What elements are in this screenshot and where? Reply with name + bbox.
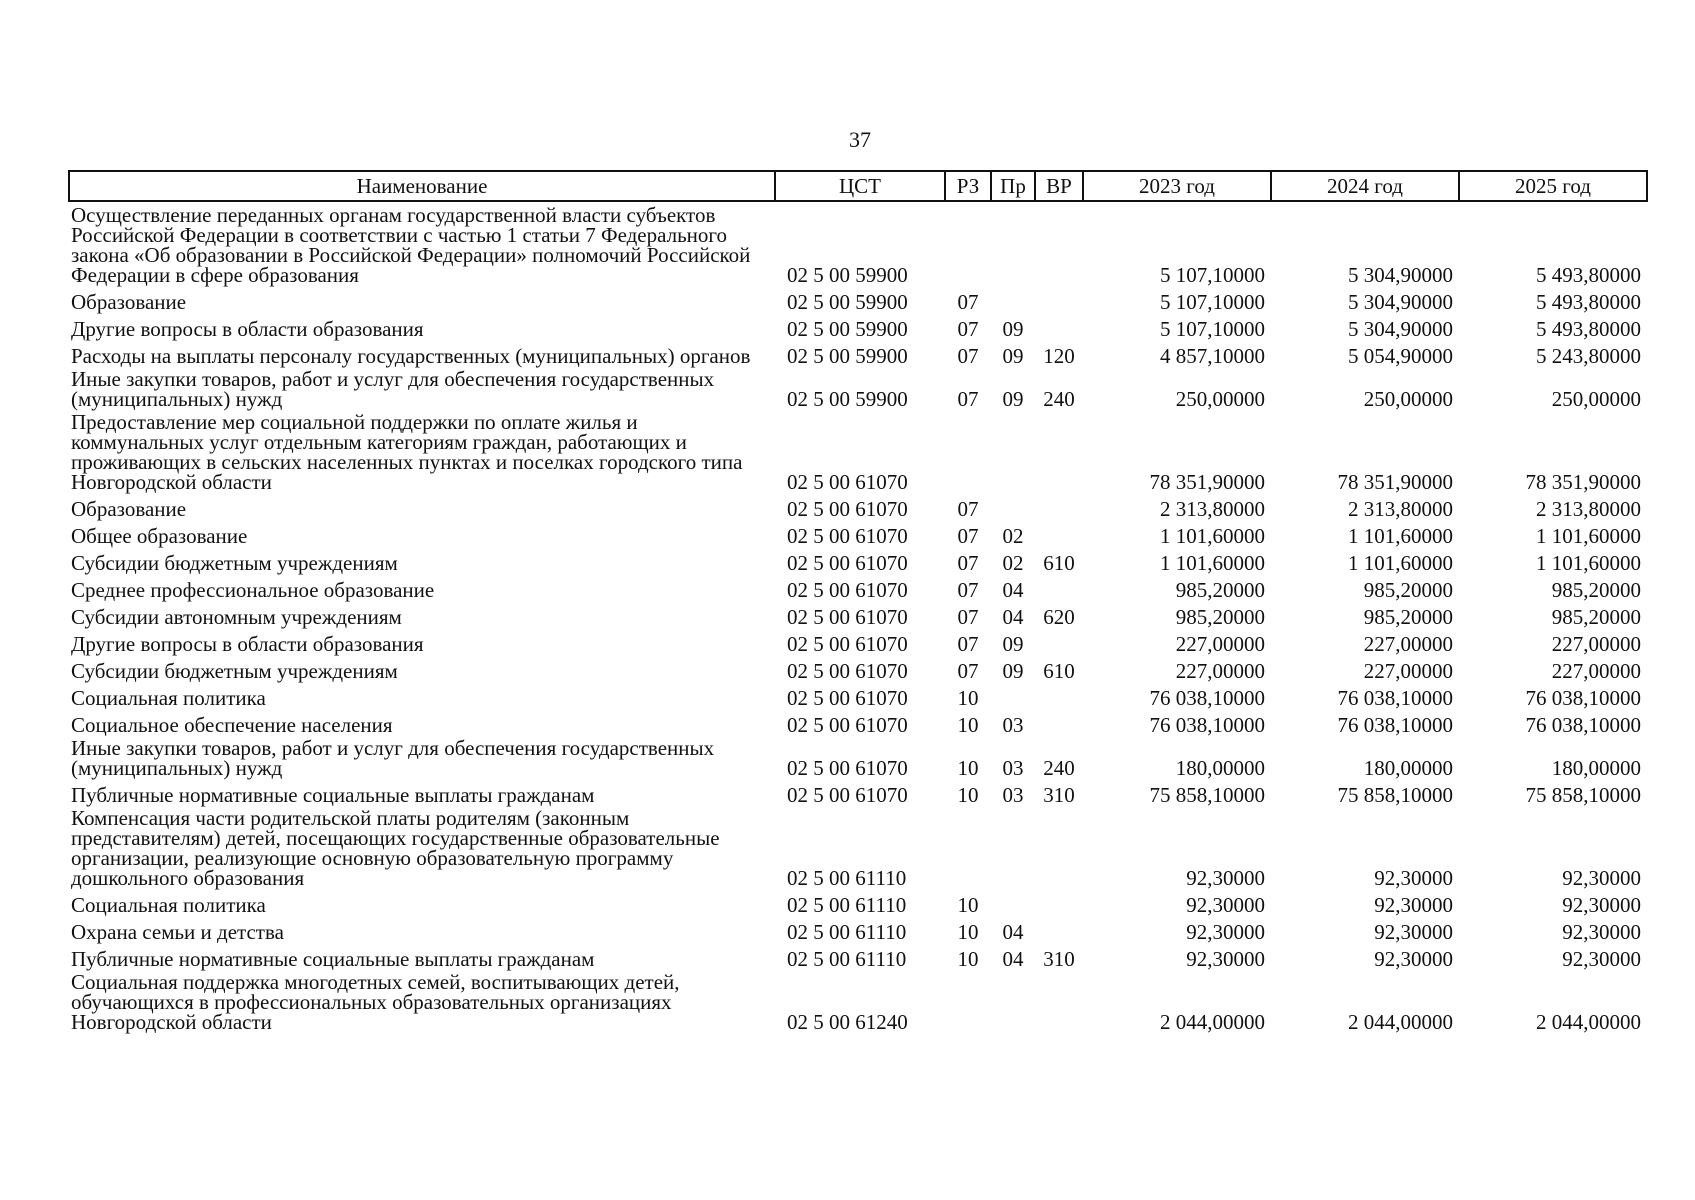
row-amount-2024: 985,20000 (1363, 605, 1453, 629)
row-pr: 09 (1002, 317, 1024, 341)
row-rz: 10 (957, 893, 979, 917)
row-pr: 04 (1002, 578, 1024, 602)
row-rz: 10 (957, 947, 979, 971)
row-name: Субсидии бюджетным учреждениям (71, 551, 398, 575)
row-name: Среднее профессиональное образование (71, 578, 435, 602)
row-cst: 02 5 00 61070 (787, 497, 908, 521)
table-row (69, 654, 1647, 681)
row-pr: 03 (1002, 713, 1024, 737)
table-body (69, 201, 1647, 1032)
row-pr (991, 201, 1035, 285)
row-amount-2024: 1 101,60000 (1348, 524, 1453, 548)
row-name: Иные закупки товаров, работ и услуг для обеспечения государственных (муниципальных) нужд (71, 736, 715, 780)
row-amount-2023: 5 107,10000 (1160, 290, 1265, 314)
table-row (69, 285, 1647, 312)
row-cst: 02 5 00 61070 (787, 783, 908, 807)
row-pr (991, 492, 1035, 519)
row-amount-2024: 92,30000 (1374, 866, 1453, 890)
row-amount-2024: 76 038,10000 (1337, 713, 1453, 737)
row-amount-2023: 92,30000 (1186, 947, 1265, 971)
row-cst: 02 5 00 61070 (787, 756, 908, 780)
table-row (69, 915, 1647, 942)
row-amount-2023: 4 857,10000 (1160, 344, 1265, 368)
header-2024: 2024 год (1271, 171, 1459, 201)
row-rz: 10 (957, 756, 979, 780)
row-amount-2024: 1 101,60000 (1348, 551, 1453, 575)
row-amount-2024: 227,00000 (1363, 632, 1453, 656)
row-rz: 07 (957, 290, 979, 314)
row-amount-2023: 92,30000 (1186, 920, 1265, 944)
row-cst: 02 5 00 61240 (787, 1010, 908, 1034)
table-row (69, 735, 1647, 778)
row-cst: 02 5 00 61110 (787, 866, 907, 890)
row-name: Предоставление мер социальной поддержки по оплате жилья и коммунальных услуг отдельным категориям граждан, работающих и проживающих в сельских населенных пунктах и поселках городского типа Новгородской области (71, 410, 743, 494)
row-cst: 02 5 00 59900 (787, 344, 908, 368)
row-amount-2023: 985,20000 (1175, 578, 1265, 602)
row-amount-2025: 1 101,60000 (1536, 551, 1641, 575)
row-amount-2025: 92,30000 (1562, 893, 1641, 917)
row-rz: 07 (957, 497, 979, 521)
row-amount-2025: 78 351,90000 (1525, 470, 1641, 494)
row-pr (991, 969, 1035, 1032)
table-row (69, 366, 1647, 409)
row-amount-2025: 76 038,10000 (1525, 713, 1641, 737)
row-pr (991, 805, 1035, 888)
row-vr (1035, 681, 1083, 708)
row-amount-2023: 92,30000 (1186, 866, 1265, 890)
row-vr (1035, 409, 1083, 492)
header-name: Наименование (69, 171, 775, 201)
row-vr (1035, 915, 1083, 942)
row-vr (1035, 573, 1083, 600)
row-name: Компенсация части родительской платы родителям (законным представителям) детей, посещающих государственные образовательные организации, реализующие основную образовательную программу дошкольного образования (71, 806, 720, 890)
row-pr: 09 (1002, 387, 1024, 411)
row-amount-2023: 75 858,10000 (1149, 783, 1265, 807)
header-2023: 2023 год (1083, 171, 1271, 201)
row-rz: 07 (957, 659, 979, 683)
table-row (69, 600, 1647, 627)
row-name: Социальная политика (71, 686, 266, 710)
row-vr (1035, 627, 1083, 654)
row-vr (1035, 888, 1083, 915)
row-cst: 02 5 00 61070 (787, 578, 908, 602)
table-row (69, 778, 1647, 805)
row-pr (991, 409, 1035, 492)
row-name: Расходы на выплаты персоналу государственных (муниципальных) органов (71, 344, 751, 368)
row-vr: 240 (1043, 387, 1075, 411)
row-pr: 09 (1002, 344, 1024, 368)
row-amount-2025: 180,00000 (1551, 756, 1641, 780)
table-row (69, 573, 1647, 600)
row-rz (945, 409, 991, 492)
row-vr: 620 (1043, 605, 1075, 629)
row-rz: 07 (957, 578, 979, 602)
header-cst: ЦСТ (775, 171, 945, 201)
header-2025: 2025 год (1459, 171, 1647, 201)
page-number: 37 (849, 127, 871, 152)
header-vr: ВР (1035, 171, 1083, 201)
row-cst: 02 5 00 61070 (787, 470, 908, 494)
row-amount-2025: 2 313,80000 (1536, 497, 1641, 521)
row-amount-2024: 92,30000 (1374, 893, 1453, 917)
row-amount-2023: 2 044,00000 (1160, 1010, 1265, 1034)
row-name: Публичные нормативные социальные выплаты гражданам (71, 947, 595, 971)
row-pr (991, 681, 1035, 708)
row-name: Субсидии бюджетным учреждениям (71, 659, 398, 683)
row-amount-2024: 5 304,90000 (1348, 317, 1453, 341)
row-amount-2023: 5 107,10000 (1160, 317, 1265, 341)
row-pr (991, 285, 1035, 312)
table-row (69, 888, 1647, 915)
row-pr: 03 (1002, 756, 1024, 780)
row-cst: 02 5 00 61070 (787, 659, 908, 683)
row-pr: 04 (1002, 605, 1024, 629)
row-vr: 310 (1043, 783, 1075, 807)
row-amount-2023: 227,00000 (1175, 632, 1265, 656)
row-rz: 10 (957, 920, 979, 944)
row-rz (945, 805, 991, 888)
header-pr: Пр (991, 171, 1035, 201)
row-name: Общее образование (71, 524, 248, 548)
row-vr (1035, 708, 1083, 735)
row-pr: 02 (1002, 524, 1024, 548)
row-amount-2024: 250,00000 (1363, 387, 1453, 411)
row-rz: 10 (957, 783, 979, 807)
row-vr (1035, 969, 1083, 1032)
row-rz: 07 (957, 551, 979, 575)
row-name: Социальное обеспечение населения (71, 713, 393, 737)
row-amount-2024: 5 304,90000 (1348, 290, 1453, 314)
row-pr: 04 (1002, 920, 1024, 944)
row-amount-2023: 2 313,80000 (1160, 497, 1265, 521)
row-name: Публичные нормативные социальные выплаты гражданам (71, 783, 595, 807)
row-cst: 02 5 00 59900 (787, 290, 908, 314)
row-cst: 02 5 00 61070 (787, 686, 908, 710)
row-amount-2023: 92,30000 (1186, 893, 1265, 917)
row-amount-2023: 5 107,10000 (1160, 263, 1265, 287)
table-row (69, 708, 1647, 735)
row-vr: 610 (1043, 659, 1075, 683)
row-amount-2025: 92,30000 (1562, 920, 1641, 944)
row-pr (991, 888, 1035, 915)
row-amount-2025: 76 038,10000 (1525, 686, 1641, 710)
table-row (69, 312, 1647, 339)
row-vr (1035, 312, 1083, 339)
row-amount-2023: 78 351,90000 (1149, 470, 1265, 494)
row-rz: 07 (957, 632, 979, 656)
row-rz: 07 (957, 317, 979, 341)
row-name: Образование (71, 497, 187, 521)
row-amount-2024: 2 044,00000 (1348, 1010, 1453, 1034)
row-amount-2024: 985,20000 (1363, 578, 1453, 602)
row-vr: 120 (1043, 344, 1075, 368)
row-cst: 02 5 00 61110 (787, 920, 907, 944)
row-vr: 610 (1043, 551, 1075, 575)
row-cst: 02 5 00 61070 (787, 605, 908, 629)
row-pr: 04 (1002, 947, 1024, 971)
row-cst: 02 5 00 61070 (787, 713, 908, 737)
row-rz: 10 (957, 686, 979, 710)
row-name: Социальная политика (71, 893, 266, 917)
table-row (69, 492, 1647, 519)
row-amount-2023: 76 038,10000 (1149, 713, 1265, 737)
row-cst: 02 5 00 61110 (787, 947, 907, 971)
row-rz (945, 201, 991, 285)
row-amount-2025: 5 493,80000 (1536, 317, 1641, 341)
row-rz: 07 (957, 387, 979, 411)
row-amount-2025: 1 101,60000 (1536, 524, 1641, 548)
table-row (69, 942, 1647, 969)
row-cst: 02 5 00 61110 (787, 893, 907, 917)
row-amount-2025: 5 493,80000 (1536, 263, 1641, 287)
row-amount-2025: 227,00000 (1551, 632, 1641, 656)
row-amount-2023: 250,00000 (1175, 387, 1265, 411)
row-amount-2024: 5 304,90000 (1348, 263, 1453, 287)
row-vr (1035, 285, 1083, 312)
row-vr (1035, 519, 1083, 546)
row-amount-2025: 75 858,10000 (1525, 783, 1641, 807)
row-name: Иные закупки товаров, работ и услуг для обеспечения государственных (муниципальных) нужд (71, 367, 715, 411)
table-row (69, 805, 1647, 888)
row-rz: 07 (957, 605, 979, 629)
row-amount-2025: 2 044,00000 (1536, 1010, 1641, 1034)
row-amount-2024: 78 351,90000 (1337, 470, 1453, 494)
row-amount-2023: 180,00000 (1175, 756, 1265, 780)
row-amount-2024: 2 313,80000 (1348, 497, 1453, 521)
row-cst: 02 5 00 59900 (787, 387, 908, 411)
row-cst: 02 5 00 59900 (787, 317, 908, 341)
header-row (69, 171, 1647, 201)
row-rz: 07 (957, 344, 979, 368)
row-amount-2023: 76 038,10000 (1149, 686, 1265, 710)
row-vr: 310 (1043, 947, 1075, 971)
header-rz: РЗ (945, 171, 991, 201)
table-row (69, 519, 1647, 546)
row-amount-2024: 92,30000 (1374, 920, 1453, 944)
row-amount-2025: 5 493,80000 (1536, 290, 1641, 314)
row-vr (1035, 492, 1083, 519)
row-amount-2023: 985,20000 (1175, 605, 1265, 629)
row-cst: 02 5 00 61070 (787, 524, 908, 548)
row-cst: 02 5 00 61070 (787, 632, 908, 656)
table-header (69, 171, 1647, 201)
row-rz (945, 969, 991, 1032)
row-name: Охрана семьи и детства (71, 920, 284, 944)
row-amount-2025: 250,00000 (1551, 387, 1641, 411)
table-row (69, 339, 1647, 366)
row-amount-2024: 180,00000 (1363, 756, 1453, 780)
row-cst: 02 5 00 61070 (787, 551, 908, 575)
row-amount-2023: 1 101,60000 (1160, 524, 1265, 548)
row-amount-2024: 75 858,10000 (1337, 783, 1453, 807)
table-row (69, 969, 1647, 1032)
row-vr (1035, 201, 1083, 285)
table-row (69, 627, 1647, 654)
row-amount-2023: 1 101,60000 (1160, 551, 1265, 575)
budget-table (68, 170, 1648, 1032)
row-amount-2024: 76 038,10000 (1337, 686, 1453, 710)
row-rz: 07 (957, 524, 979, 548)
table-row (69, 409, 1647, 492)
row-amount-2025: 5 243,80000 (1536, 344, 1641, 368)
row-name: Социальная поддержка многодетных семей, воспитывающих детей, обучающихся в профессиональных образовательных организациях Новгородской области (71, 970, 680, 1034)
row-amount-2025: 92,30000 (1562, 866, 1641, 890)
row-name: Субсидии автономным учреждениям (71, 605, 402, 629)
table-row (69, 681, 1647, 708)
row-vr (1035, 805, 1083, 888)
row-amount-2023: 227,00000 (1175, 659, 1265, 683)
row-pr: 02 (1002, 551, 1024, 575)
row-pr: 09 (1002, 659, 1024, 683)
row-pr: 09 (1002, 632, 1024, 656)
row-amount-2024: 227,00000 (1363, 659, 1453, 683)
row-cst: 02 5 00 59900 (787, 263, 908, 287)
row-amount-2025: 985,20000 (1551, 578, 1641, 602)
row-amount-2025: 92,30000 (1562, 947, 1641, 971)
table-row (69, 201, 1647, 285)
row-name: Образование (71, 290, 187, 314)
row-name: Другие вопросы в области образования (71, 632, 424, 656)
row-rz: 10 (957, 713, 979, 737)
row-pr: 03 (1002, 783, 1024, 807)
row-amount-2025: 985,20000 (1551, 605, 1641, 629)
row-name: Другие вопросы в области образования (71, 317, 424, 341)
row-vr: 240 (1043, 756, 1075, 780)
row-amount-2024: 5 054,90000 (1348, 344, 1453, 368)
row-amount-2025: 227,00000 (1551, 659, 1641, 683)
table-row (69, 546, 1647, 573)
row-amount-2024: 92,30000 (1374, 947, 1453, 971)
row-name: Осуществление переданных органам государственной власти субъектов Российской Федерации в соответствии с частью 1 статьи 7 Федерального закона «Об образовании в Российской Федерации» полномочий Российской Федерации в сфере образования (71, 203, 751, 287)
